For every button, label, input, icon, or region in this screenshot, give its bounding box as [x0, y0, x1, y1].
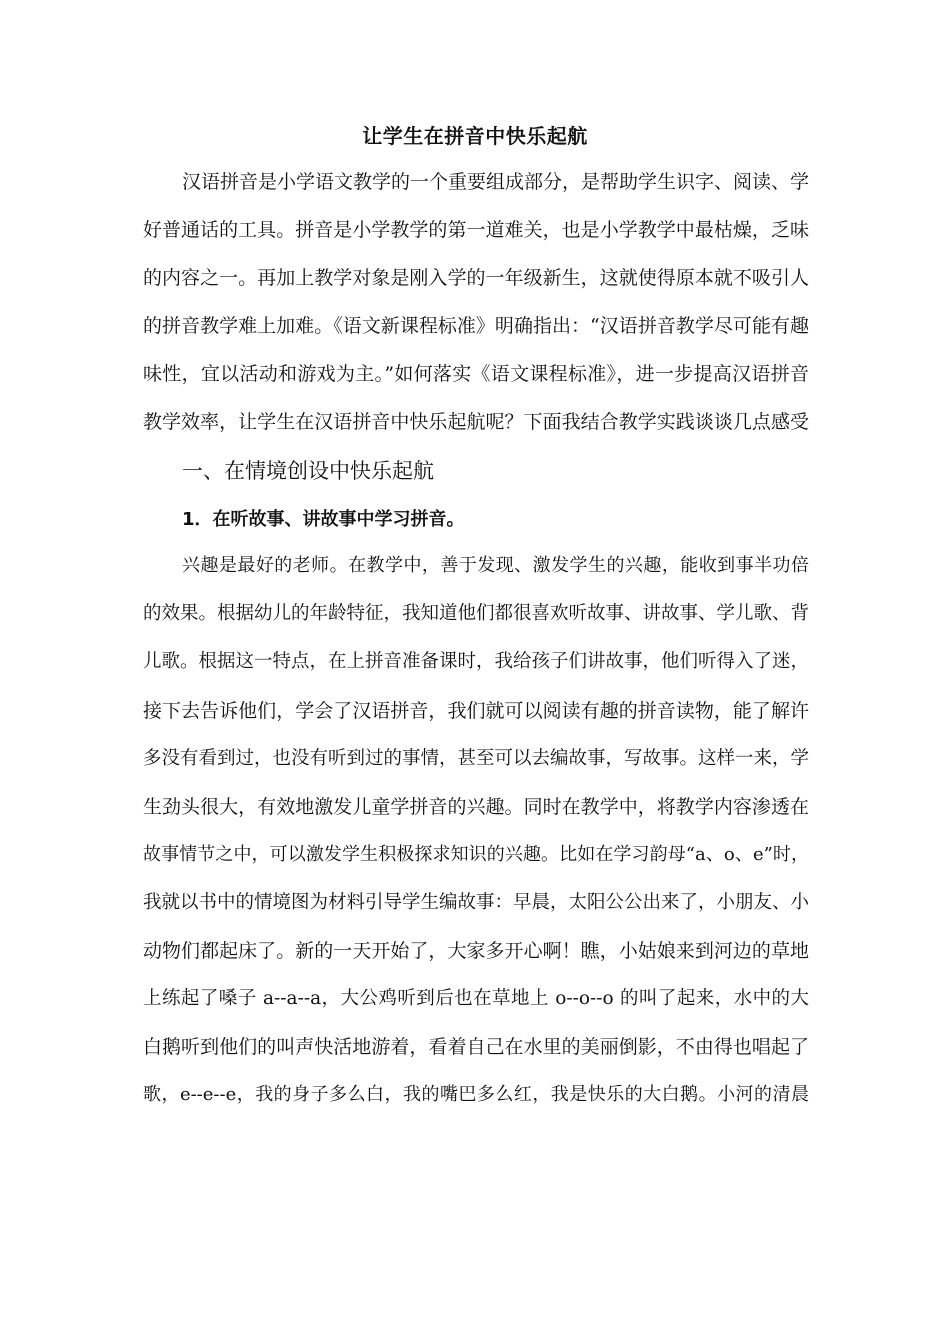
intro-line-1: 汉语拼音是小学语文教学的一个重要组成部分，是帮助学生识字、阅读、学 [182, 171, 810, 193]
body-line-9: 动物们都起床了。新的一天开始了，大家多开心啊！瞧，小姑娘来到河边的草地 [143, 940, 809, 962]
intro-line-5: 味性，宜以活动和游戏为主。”如何落实《语文课程标准》，进一步提高汉语拼音 [143, 363, 809, 385]
document-title: 让学生在拼音中快乐起航 [362, 124, 588, 148]
body-line-8: 我就以书中的情境图为材料引导学生编故事：早晨，太阳公公出来了，小朋友、小 [143, 892, 810, 913]
body-line-2: 的效果。根据幼儿的年龄特征，我知道他们都很喜欢听故事、讲故事、学儿歌、背 [143, 603, 810, 624]
section-heading: 一、在情境创设中快乐起航 [182, 459, 434, 483]
body-line-4: 接下去告诉他们，学会了汉语拼音，我们就可以阅读有趣的拼音读物，能了解许 [143, 700, 809, 722]
intro-line-4: 的拼音教学难上加难。《语文新课程标准》明确指出：“汉语拼音教学尽可能有趣 [143, 315, 809, 337]
body-line-12: 歌，e--e--e，我的身子多么白，我的嘴巴多么红，我是快乐的大白鹅。小河的清晨 [143, 1084, 809, 1105]
intro-line-2: 好普通话的工具。拼音是小学教学的第一道难关，也是小学教学中最枯燥，乏味 [143, 219, 809, 241]
intro-line-6: 教学效率，让学生在汉语拼音中快乐起航呢？下面我结合教学实践谈谈几点感受 [143, 411, 809, 433]
body-line-10: 上练起了嗓子 a--a--a，大公鸡听到后也在草地上 o--o--o 的叫了起来，水中的大 [143, 988, 809, 1009]
body-line-6: 生劲头很大，有效地激发儿童学拼音的兴趣。同时在教学中，将教学内容渗透在 [143, 796, 809, 818]
subsection-heading: 1．在听故事、讲故事中学习拼音。 [182, 509, 465, 530]
body-line-3: 儿歌。根据这一特点，在上拼音准备课时，我给孩子们讲故事，他们听得入了迷， [143, 651, 810, 672]
intro-line-3: 的内容之一。再加上教学对象是刚入学的一年级新生，这就使得原本就不吸引人 [143, 267, 809, 289]
body-line-1: 兴趣是最好的老师。在教学中，善于发现、激发学生的兴趣，能收到事半功倍 [182, 555, 809, 576]
body-line-11: 白鹅听到他们的叫声快活地游着，看着自己在水里的美丽倒影，不由得也唱起了 [143, 1036, 809, 1058]
body-line-7: 故事情节之中，可以激发学生积极探求知识的兴趣。比如在学习韵母“a、o、e”时， [143, 844, 809, 865]
body-line-5: 多没有看到过，也没有听到过的事情，甚至可以去编故事，写故事。这样一来，学 [143, 748, 810, 769]
